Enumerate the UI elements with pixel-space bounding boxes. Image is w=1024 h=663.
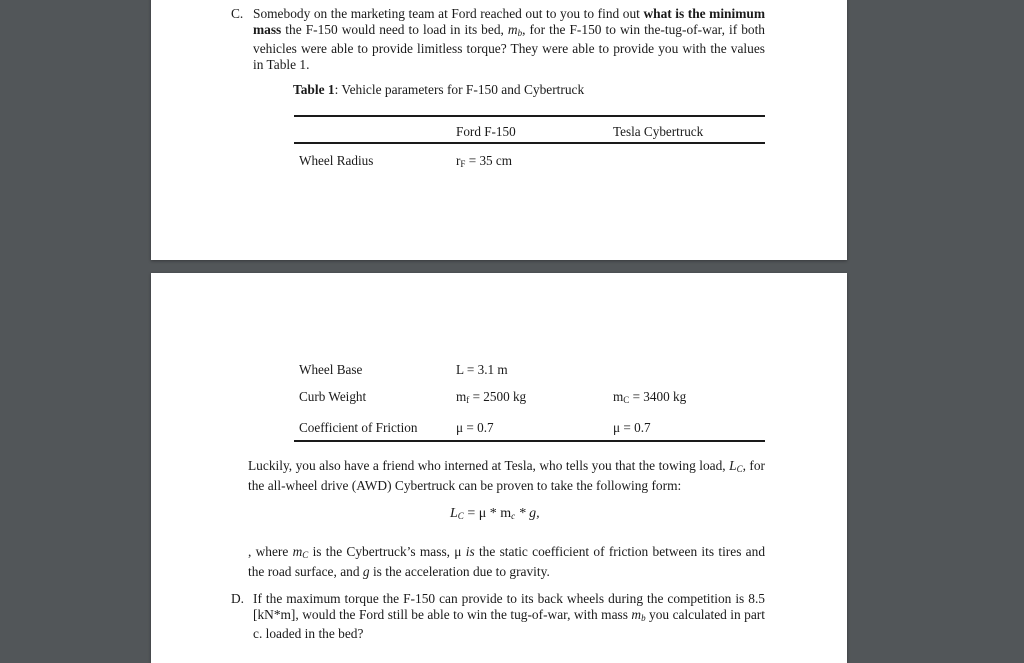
row-wheel-radius-ford: $r_F = 35$ cm [456, 153, 513, 169]
header-tesla: Tesla Cybertruck [613, 124, 704, 139]
document-page-2 [151, 273, 847, 663]
row-friction-tesla: μ = 0.7 [613, 420, 651, 435]
tesla-paragraph: Luckily, you also have a friend who interned at Tesla, who tells you that the towing load, $L_C$, for the all-wheel drive (AWD) Cybertruck can be proven to take the following form: [248, 458, 766, 493]
question-c-label: C. [231, 6, 244, 21]
row-wheel-radius-label: Wheel Radius [299, 153, 374, 168]
table-bottom-rule [294, 440, 765, 442]
question-c-text: Somebody on the marketing team at Ford reached out to you to find out what is the minimum mass the F-150 would need to load in its bed, $m_b$, for the F-150 to win the-tug-of-war, if both vehicles were able to provide limitless torque? They were able to provide you with the values in Table 1. [253, 6, 765, 72]
table-header-rule [294, 142, 765, 144]
towing-load-equation: $L_C = \mu * m_c * g$, [450, 506, 540, 521]
row-curb-weight-tesla: $m_C = 3400$ kg [613, 389, 687, 405]
table-top-rule [294, 115, 765, 117]
header-ford: Ford F-150 [456, 124, 516, 139]
document-page-1 [151, 0, 847, 260]
row-wheel-base-ford: L = 3.1 m [456, 362, 508, 377]
row-friction-label: Coefficient of Friction [299, 420, 418, 435]
row-wheel-base-label: Wheel Base [299, 362, 363, 377]
row-curb-weight-ford: $m_f = 2500$ kg [456, 389, 527, 405]
question-d-label: D. [231, 591, 245, 606]
where-paragraph: , where $m_C$ is the Cybertruck’s mass, μ is the static coefficient of friction between its tires and the road surface, and g is the acceleration due to gravity. [248, 544, 766, 579]
question-d-text: If the maximum torque the F-150 can provide to its back wheels during the competition is 8.5 [kN*m], would the Ford still be able to win the tug-of-war, with mass $m_b$ you calculated in part c. loaded in the bed? [253, 591, 765, 642]
table-caption: Table 1: Vehicle parameters for F-150 and Cybertruck [293, 82, 585, 97]
row-friction-ford: μ = 0.7 [456, 420, 494, 435]
row-curb-weight-label: Curb Weight [299, 389, 367, 404]
